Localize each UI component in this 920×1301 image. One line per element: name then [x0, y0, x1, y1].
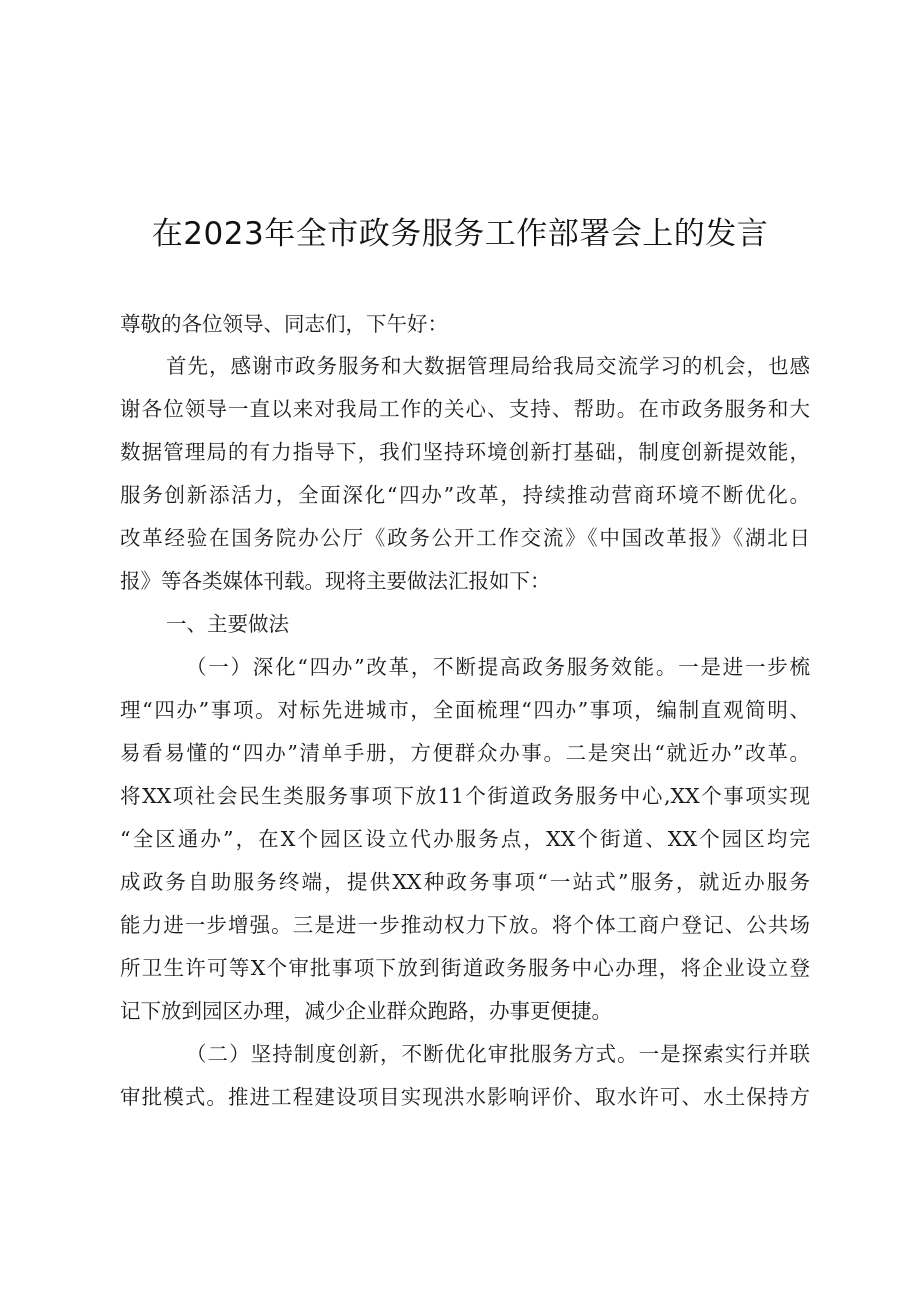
- paragraph-line: 记下放到园区办理，减少企业群众跑路，办事更便捷。: [120, 999, 612, 1023]
- paragraph-line: （二）坚持制度创新，不断优化审批服务方式。一是探索实行并联: [186, 1042, 810, 1066]
- paragraph-line: 将XX项社会民生类服务事项下放11个街道政务服务中心,XX个事项实现: [120, 784, 810, 808]
- paragraph-line: 所卫生许可等X个审批事项下放到街道政务服务中心办理，将企业设立登: [120, 956, 810, 980]
- paragraph-line: 能力进一步增强。三是进一步推动权力下放。将个体工商户登记、公共场: [120, 913, 810, 937]
- paragraph-line: 报》等各类媒体刊载。现将主要做法汇报如下：: [120, 569, 551, 593]
- paragraph-line: （一）深化“四办”改革，不断提高政务服务效能。一是进一步梳: [186, 655, 810, 679]
- paragraph-line: 首先，感谢市政务服务和大数据管理局给我局交流学习的机会，也感: [166, 354, 810, 378]
- paragraph-line: 易看易懂的“四办”清单手册，方便群众办事。二是突出“就近办”改革。: [120, 741, 810, 765]
- paragraph-line: 审批模式。推进工程建设项目实现洪水影响评价、取水许可、水土保持方: [120, 1085, 810, 1109]
- paragraph-line: 谢各位领导一直以来对我局工作的关心、支持、帮助。在市政务服务和大: [120, 397, 810, 421]
- document-title: 在2023年全市政务服务工作部署会上的发言: [151, 216, 769, 252]
- paragraph-line: 理“四办”事项。对标先进城市，全面梳理“四办”事项，编制直观简明、: [120, 698, 810, 722]
- paragraph-line: 成政务自助服务终端，提供XX种政务事项“一站式”服务，就近办服务: [120, 870, 810, 894]
- paragraph-line: 改革经验在国务院办公厅《政务公开工作交流》《中国改革报》《湖北日: [120, 526, 810, 550]
- greeting: 尊敬的各位领导、同志们，下午好：: [120, 312, 448, 336]
- paragraph-line: 服务创新添活力，全面深化“四办”改革，持续推动营商环境不断优化。: [120, 483, 810, 507]
- paragraph-line: 数据管理局的有力指导下，我们坚持环境创新打基础，制度创新提效能，: [120, 440, 810, 464]
- section-heading: 一、主要做法: [166, 612, 289, 636]
- paragraph-line: “全区通办”，在X个园区设立代办服务点，XX个街道、XX个园区均完: [120, 827, 810, 851]
